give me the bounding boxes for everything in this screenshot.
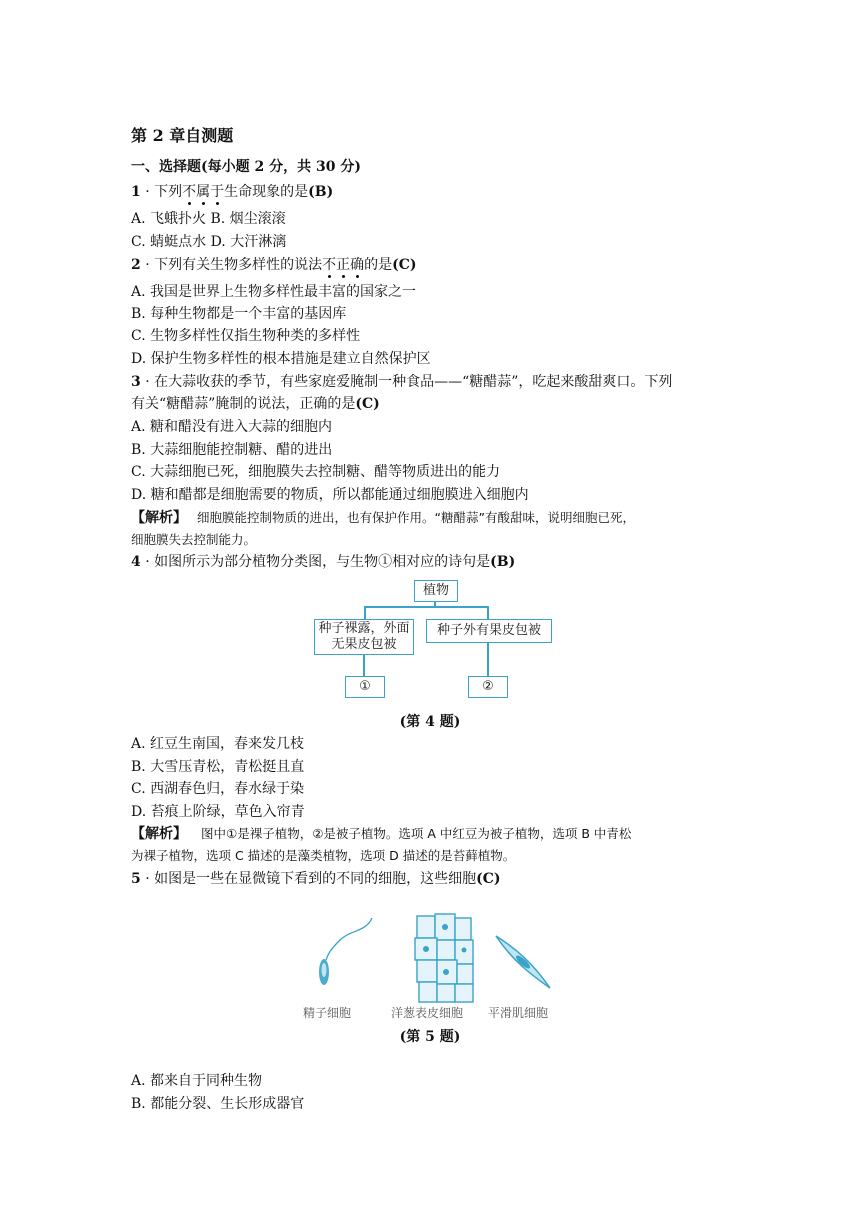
emphasis-dot: 于 (210, 184, 225, 200)
question-5-option: A. 都来自于同种生物 (131, 1073, 263, 1089)
diagram-left-box: 种子裸露，外面 无果皮包被 (314, 619, 414, 655)
question-3-option: C. 大蒜细胞已死，细胞膜失去控制糖、醋等物质进出的能力 (131, 464, 501, 480)
connector-line (364, 606, 366, 619)
figure-caption-q5: (第 5 题) (399, 1029, 461, 1045)
analysis-label: 【解析】 (131, 826, 187, 842)
question-3-stem-line1: 3 · 在大蒜收获的季节，有些家庭爱腌制一种食品——“糖醋蒜”，吃起来酸甜爽口。下列 (131, 374, 673, 390)
answer: (B) (308, 184, 334, 200)
cell-illustration (300, 912, 570, 1012)
answer: (C) (476, 871, 501, 887)
diagram-leaf-2: ② (468, 676, 508, 698)
question-2-option: B. 每种生物都是一个丰富的基因库 (131, 306, 347, 322)
question-2-option: A. 我国是世界上生物多样性最丰富的国家之一 (131, 284, 417, 300)
connector-line (487, 606, 489, 619)
emphasis-dot: 正 (336, 257, 351, 273)
sperm-cell-icon (319, 918, 372, 985)
cell-label-onion: 洋葱表皮细胞 (391, 1006, 464, 1020)
question-4-option: B. 大雪压青松，青松挺且直 (131, 759, 305, 775)
connector-line (487, 642, 489, 676)
onion-epidermis-icon (415, 914, 473, 1002)
diagram-root-box: 植物 (414, 580, 458, 602)
cell-label-muscle: 平滑肌细胞 (488, 1006, 549, 1020)
question-3-stem-line2: 有关“糖醋蒜”腌制的说法，正确的是(C) (131, 396, 380, 412)
section-heading: 一、选择题(每小题 2 分，共 30 分) (131, 159, 361, 175)
question-3-option: A. 糖和醋没有进入大蒜的细胞内 (131, 419, 333, 435)
question-1-options-cd: C. 蜻蜓点水 D. 大汗淋漓 (131, 234, 287, 250)
question-4-stem: 4 · 如图所示为部分植物分类图，与生物①相对应的诗句是(B) (131, 554, 516, 570)
question-1-options-ab: A. 飞蛾扑火 B. 烟尘滚滚 (131, 211, 286, 227)
question-number: 4 (131, 554, 141, 570)
question-1-stem: 1 · 下列不属于生命现象的是(B) (131, 184, 334, 200)
answer: (C) (392, 257, 417, 273)
answer: (B) (490, 554, 516, 570)
question-3-analysis-line1: 【解析】 细胞膜能控制物质的进出，也有保护作用。“糖醋蒜”有酸甜味，说明细胞已死， (131, 510, 635, 526)
question-2-option: D. 保护生物多样性的根本措施是建立自然保护区 (131, 351, 431, 367)
question-3-option: D. 糖和醋都是细胞需要的物质，所以都能通过细胞膜进入细胞内 (131, 487, 529, 503)
question-4-option: D. 苔痕上阶绿，草色入帘青 (131, 804, 305, 820)
question-5-option: B. 都能分裂、生长形成器官 (131, 1096, 305, 1112)
question-2-stem: 2 · 下列有关生物多样性的说法不正确的是(C) (131, 257, 417, 273)
connector-line (364, 606, 488, 608)
figure-caption-q4: (第 4 题) (399, 714, 461, 730)
question-2-option: C. 生物多样性仅指生物种类的多样性 (131, 328, 361, 344)
question-number: 1 (131, 184, 141, 200)
question-4-analysis-line1: 【解析】 图中①是裸子植物，②是被子植物。选项 A 中红豆为被子植物，选项 B 中青松 (131, 826, 632, 842)
analysis-label: 【解析】 (131, 510, 187, 526)
diagram-leaf-1: ① (345, 676, 385, 698)
question-4-option: C. 西湖春色归，春水绿于染 (131, 781, 305, 797)
emphasis-dot: 确 (350, 257, 365, 273)
diagram-right-box: 种子外有果皮包被 (426, 619, 552, 643)
smooth-muscle-cell-icon (496, 936, 550, 988)
connector-line (363, 654, 365, 676)
answer: (C) (355, 396, 380, 412)
emphasis-dot: 不 (182, 184, 197, 200)
emphasis-dot: 不 (322, 257, 337, 273)
question-number: 2 (131, 257, 141, 273)
question-3-analysis-line2: 细胞膜失去控制能力。 (131, 532, 257, 547)
question-number: 5 (131, 871, 141, 887)
question-5-stem: 5 · 如图是一些在显微镜下看到的不同的细胞，这些细胞(C) (131, 871, 501, 887)
chapter-title: 第 2 章自测题 (131, 126, 234, 145)
question-number: 3 (131, 374, 141, 390)
emphasis-dot: 属 (196, 184, 211, 200)
question-4-analysis-line2: 为裸子植物，选项 C 描述的是藻类植物，选项 D 描述的是苔藓植物。 (131, 848, 516, 863)
question-4-option: A. 红豆生南国，春来发几枝 (131, 736, 305, 752)
question-3-option: B. 大蒜细胞能控制糖、醋的进出 (131, 442, 333, 458)
cell-label-sperm: 精子细胞 (303, 1006, 352, 1020)
